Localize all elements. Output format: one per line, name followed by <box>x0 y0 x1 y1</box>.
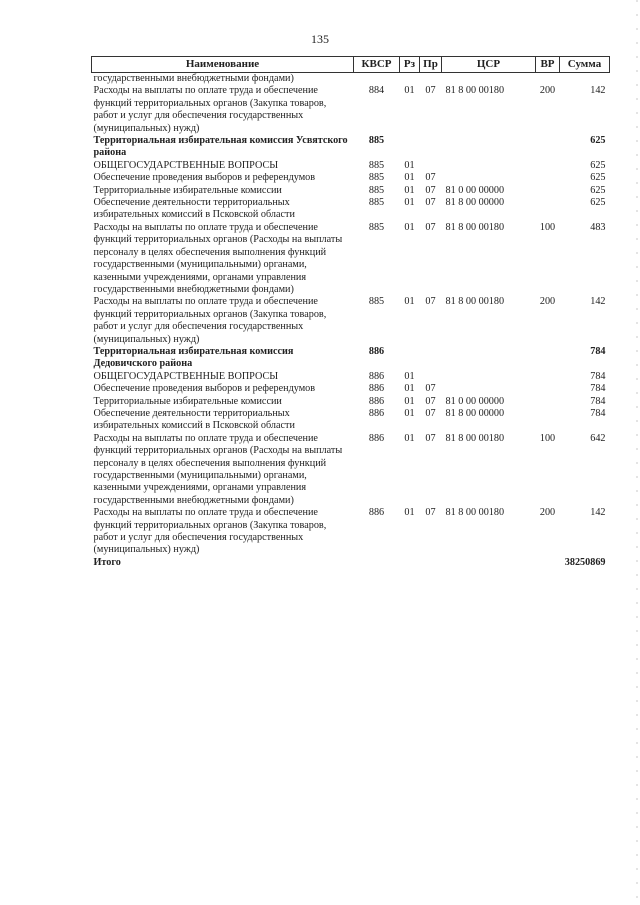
cell-pr: 07 <box>425 296 436 308</box>
cell-name: Территориальные избирательные комиссии <box>93 395 282 407</box>
cell-name: Территориальная избирательная комиссия Усвятского района <box>93 135 348 159</box>
table-header <box>92 57 610 73</box>
cell-kvsr: 886 <box>368 395 385 407</box>
cell-name: ОБЩЕГОСУДАРСТВЕННЫЕ ВОПРОСЫ <box>93 370 279 382</box>
cell-kvsr: 885 <box>368 159 385 171</box>
cell-kvsr: 885 <box>368 221 385 233</box>
cell-pr <box>420 371 442 383</box>
cell-name: Обеспечение проведения выборов и референдумов <box>93 172 316 184</box>
cell-csr: 81 8 00 00180 <box>445 507 505 519</box>
cell-vr: 200 <box>539 85 556 97</box>
table-row <box>92 222 610 296</box>
cell-sum: 784 <box>590 395 606 407</box>
table-row <box>92 408 610 433</box>
cell-kvsr: 886 <box>368 370 385 382</box>
cell-vr <box>536 160 560 172</box>
cell-vr <box>536 185 560 197</box>
table-row <box>92 160 610 172</box>
table-row <box>92 197 610 222</box>
cell-kvsr: 886 <box>368 507 385 519</box>
table-row <box>92 371 610 383</box>
cell-kvsr <box>354 557 400 569</box>
cell-rz: 01 <box>404 85 415 97</box>
cell-rz <box>400 346 420 371</box>
table-row <box>92 172 610 184</box>
cell-rz: 01 <box>404 184 415 196</box>
header-row <box>92 57 610 73</box>
cell-csr: 81 8 00 00180 <box>445 85 505 97</box>
cell-rz <box>400 73 420 86</box>
cell-csr <box>442 160 536 172</box>
cell-kvsr: 885 <box>368 184 385 196</box>
cell-sum: 625 <box>590 197 606 209</box>
cell-sum: 642 <box>590 432 606 444</box>
cell-pr: 07 <box>425 395 436 407</box>
cell-csr: 81 0 00 00000 <box>445 184 505 196</box>
cell-csr <box>442 346 536 371</box>
cell-rz <box>400 557 420 569</box>
cell-name: Итого <box>93 556 121 568</box>
header-vr: ВР <box>536 57 560 73</box>
cell-name: Расходы на выплаты по оплате труда и обеспечение функций территориальных органов (Закупка товаров, работ и услуг для обеспечения государственных (муниципальных) нужд) <box>93 296 327 345</box>
cell-vr <box>536 408 560 433</box>
cell-pr <box>420 135 442 160</box>
cell-rz: 01 <box>404 159 415 171</box>
header-name: Наименование <box>92 57 354 73</box>
cell-csr <box>442 371 536 383</box>
header-kvsr: КВСР <box>354 57 400 73</box>
cell-vr <box>536 557 560 569</box>
cell-sum: 483 <box>590 221 606 233</box>
table-row-bold <box>92 557 610 569</box>
cell-pr: 07 <box>425 507 436 519</box>
table-row <box>92 507 610 557</box>
cell-kvsr: 885 <box>368 172 385 184</box>
cell-name: Расходы на выплаты по оплате труда и обеспечение функций территориальных органов (Расходы на выплаты персоналу в целях обеспечения выполнения функций государственными (муниципальными) органами, казенными учреждениями, органами управления государственными внебюджетными фондами) <box>93 432 343 506</box>
cell-sum: 142 <box>590 85 606 97</box>
cell-vr <box>536 371 560 383</box>
cell-sum: 784 <box>590 383 606 395</box>
scan-margin-marks <box>636 0 638 905</box>
cell-csr: 81 8 00 00000 <box>445 407 505 419</box>
cell-rz: 01 <box>404 395 415 407</box>
cell-rz: 01 <box>404 172 415 184</box>
cell-name: Обеспечение деятельности территориальных избирательных комиссий в Псковской области <box>93 407 295 432</box>
cell-rz: 01 <box>404 197 415 209</box>
cell-kvsr: 886 <box>368 345 385 357</box>
cell-sum <box>560 73 610 86</box>
cell-name: Обеспечение деятельности территориальных избирательных комиссий в Псковской области <box>93 197 295 221</box>
cell-name: Территориальная избирательная комиссия Дедовичского района <box>93 345 294 370</box>
cell-sum: 142 <box>590 296 606 308</box>
cell-sum: 784 <box>590 407 606 419</box>
cell-name: ОБЩЕГОСУДАРСТВЕННЫЕ ВОПРОСЫ <box>93 159 279 171</box>
cell-csr: 81 8 00 00180 <box>445 221 505 233</box>
cell-kvsr: 886 <box>368 383 385 395</box>
cell-csr <box>442 73 536 86</box>
cell-name: Расходы на выплаты по оплате труда и обеспечение функций территориальных органов (Закупка товаров, работ и услуг для обеспечения государственных (муниципальных) нужд) <box>93 85 327 134</box>
cell-rz: 01 <box>404 221 415 233</box>
cell-name: Расходы на выплаты по оплате труда и обеспечение функций территориальных органов (Закупка товаров, работ и услуг для обеспечения государственных (муниципальных) нужд) <box>93 507 327 556</box>
cell-pr <box>420 557 442 569</box>
cell-pr <box>420 346 442 371</box>
cell-name: Обеспечение проведения выборов и референдумов <box>93 383 316 395</box>
cell-pr <box>420 73 442 86</box>
cell-rz: 01 <box>404 296 415 308</box>
cell-csr <box>442 383 536 395</box>
cell-kvsr: 886 <box>368 432 385 444</box>
table-row <box>92 185 610 197</box>
cell-name: государственными внебюджетными фондами) <box>93 73 294 84</box>
cell-pr: 07 <box>425 197 436 209</box>
cell-vr <box>536 346 560 371</box>
cell-pr: 07 <box>425 85 436 97</box>
cell-sum: 142 <box>590 507 606 519</box>
cell-csr: 81 8 00 00000 <box>445 197 505 209</box>
cell-sum: 38250869 <box>564 556 606 568</box>
table-row <box>92 433 610 507</box>
header-csr: ЦСР <box>442 57 536 73</box>
cell-kvsr: 886 <box>368 407 385 419</box>
cell-vr: 200 <box>539 296 556 308</box>
table-row <box>92 396 610 408</box>
table-row <box>92 296 610 346</box>
cell-csr: 81 8 00 00180 <box>445 432 505 444</box>
cell-vr: 100 <box>539 221 556 233</box>
cell-csr <box>442 557 536 569</box>
cell-pr <box>420 160 442 172</box>
cell-sum: 625 <box>590 159 606 171</box>
cell-vr <box>536 383 560 395</box>
cell-rz: 01 <box>404 370 415 382</box>
cell-kvsr <box>354 73 400 86</box>
table-row <box>92 85 610 135</box>
budget-table <box>91 56 610 569</box>
header-sum: Сумма <box>560 57 610 73</box>
cell-vr <box>536 172 560 184</box>
cell-kvsr: 884 <box>368 85 385 97</box>
cell-pr: 07 <box>425 172 436 184</box>
cell-kvsr: 885 <box>368 135 385 147</box>
cell-pr: 07 <box>425 383 436 395</box>
cell-rz: 01 <box>404 507 415 519</box>
cell-sum: 625 <box>590 172 606 184</box>
table-row <box>92 383 610 395</box>
cell-sum: 784 <box>590 345 606 357</box>
cell-pr: 07 <box>425 221 436 233</box>
cell-name: Расходы на выплаты по оплате труда и обеспечение функций территориальных органов (Расходы на выплаты персоналу в целях обеспечения выполнения функций государственными (муниципальными) органами, казенными учреждениями, органами управления государственными внебюджетными фондами) <box>93 221 343 295</box>
cell-vr <box>536 396 560 408</box>
header-pr: Пр <box>420 57 442 73</box>
cell-vr: 100 <box>539 432 556 444</box>
table-body <box>92 73 610 570</box>
cell-name: Территориальные избирательные комиссии <box>93 184 282 196</box>
cell-csr: 81 8 00 00180 <box>445 296 505 308</box>
cell-csr <box>442 135 536 160</box>
cell-pr: 07 <box>425 184 436 196</box>
header-rz: Рз <box>400 57 420 73</box>
cell-csr: 81 0 00 00000 <box>445 395 505 407</box>
cell-rz <box>400 135 420 160</box>
cell-vr <box>536 135 560 160</box>
cell-vr: 200 <box>539 507 556 519</box>
cell-rz: 01 <box>404 407 415 419</box>
cell-rz: 01 <box>404 432 415 444</box>
cell-kvsr: 885 <box>368 197 385 209</box>
table-row <box>92 73 610 86</box>
cell-sum: 784 <box>590 370 606 382</box>
cell-csr <box>442 172 536 184</box>
cell-kvsr: 885 <box>368 296 385 308</box>
table-row-bold <box>92 346 610 371</box>
table-row-bold <box>92 135 610 160</box>
cell-vr <box>536 73 560 86</box>
cell-sum: 625 <box>590 184 606 196</box>
page-number: 135 <box>311 32 329 46</box>
cell-pr: 07 <box>425 432 436 444</box>
cell-sum: 625 <box>590 135 606 147</box>
cell-pr: 07 <box>425 407 436 419</box>
cell-rz: 01 <box>404 383 415 395</box>
cell-vr <box>536 197 560 222</box>
